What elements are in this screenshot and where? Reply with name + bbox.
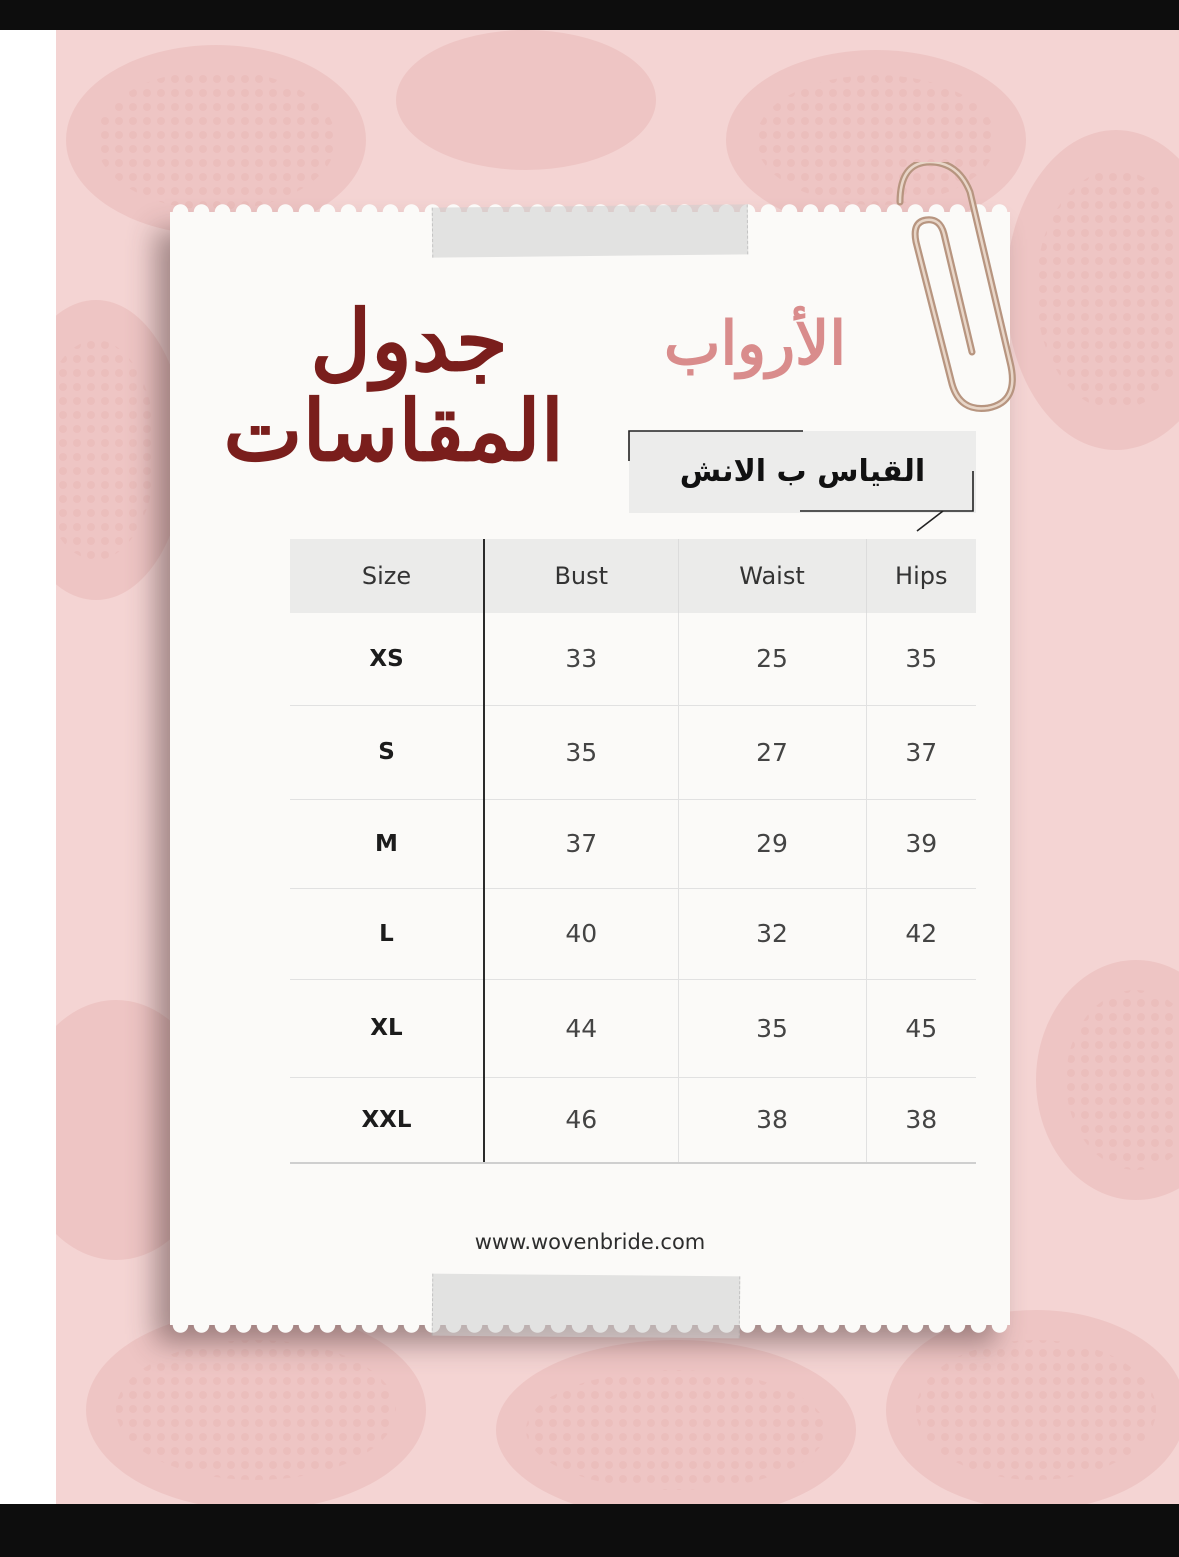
bust-cell: 37 <box>484 799 678 888</box>
bust-cell: 44 <box>484 979 678 1077</box>
header-bust: Bust <box>484 539 678 613</box>
size-cell: M <box>290 799 484 888</box>
waist-cell: 25 <box>678 613 866 705</box>
size-table <box>290 539 976 1164</box>
table-row <box>290 979 976 1077</box>
bust-cell: 35 <box>484 705 678 799</box>
left-white-strip <box>0 30 56 1504</box>
product-subtitle: الأرواب <box>664 309 846 379</box>
hips-cell: 37 <box>866 705 976 799</box>
size-chart-card <box>170 212 1010 1325</box>
hips-cell: 45 <box>866 979 976 1077</box>
table-row <box>290 888 976 979</box>
tape-bottom <box>432 1274 741 1339</box>
page-title: جدول المقاسات <box>223 291 564 480</box>
header-hips: Hips <box>866 539 976 613</box>
bust-cell: 33 <box>484 613 678 705</box>
table-header-row <box>290 539 976 613</box>
size-cell: S <box>290 705 484 799</box>
header-size: Size <box>290 539 484 613</box>
size-cell: L <box>290 888 484 979</box>
waist-cell: 35 <box>678 979 866 1077</box>
size-cell: XL <box>290 979 484 1077</box>
table-row <box>290 613 976 705</box>
hips-cell: 38 <box>866 1077 976 1163</box>
size-cell: XS <box>290 613 484 705</box>
paperclip-icon <box>860 162 1020 422</box>
waist-cell: 29 <box>678 799 866 888</box>
callout-frame <box>625 425 985 535</box>
hips-cell: 39 <box>866 799 976 888</box>
hips-cell: 42 <box>866 888 976 979</box>
hips-cell: 35 <box>866 613 976 705</box>
waist-cell: 27 <box>678 705 866 799</box>
size-cell: XXL <box>290 1077 484 1163</box>
bust-cell: 40 <box>484 888 678 979</box>
bust-cell: 46 <box>484 1077 678 1163</box>
unit-callout-text: القياس ب الانش <box>679 454 926 489</box>
waist-cell: 32 <box>678 888 866 979</box>
waist-cell: 38 <box>678 1077 866 1163</box>
table-row <box>290 799 976 888</box>
table-row <box>290 1077 976 1163</box>
table-row <box>290 705 976 799</box>
website-url: www.wovenbride.com <box>474 1230 706 1254</box>
tape-top <box>432 204 749 257</box>
header-waist: Waist <box>678 539 866 613</box>
